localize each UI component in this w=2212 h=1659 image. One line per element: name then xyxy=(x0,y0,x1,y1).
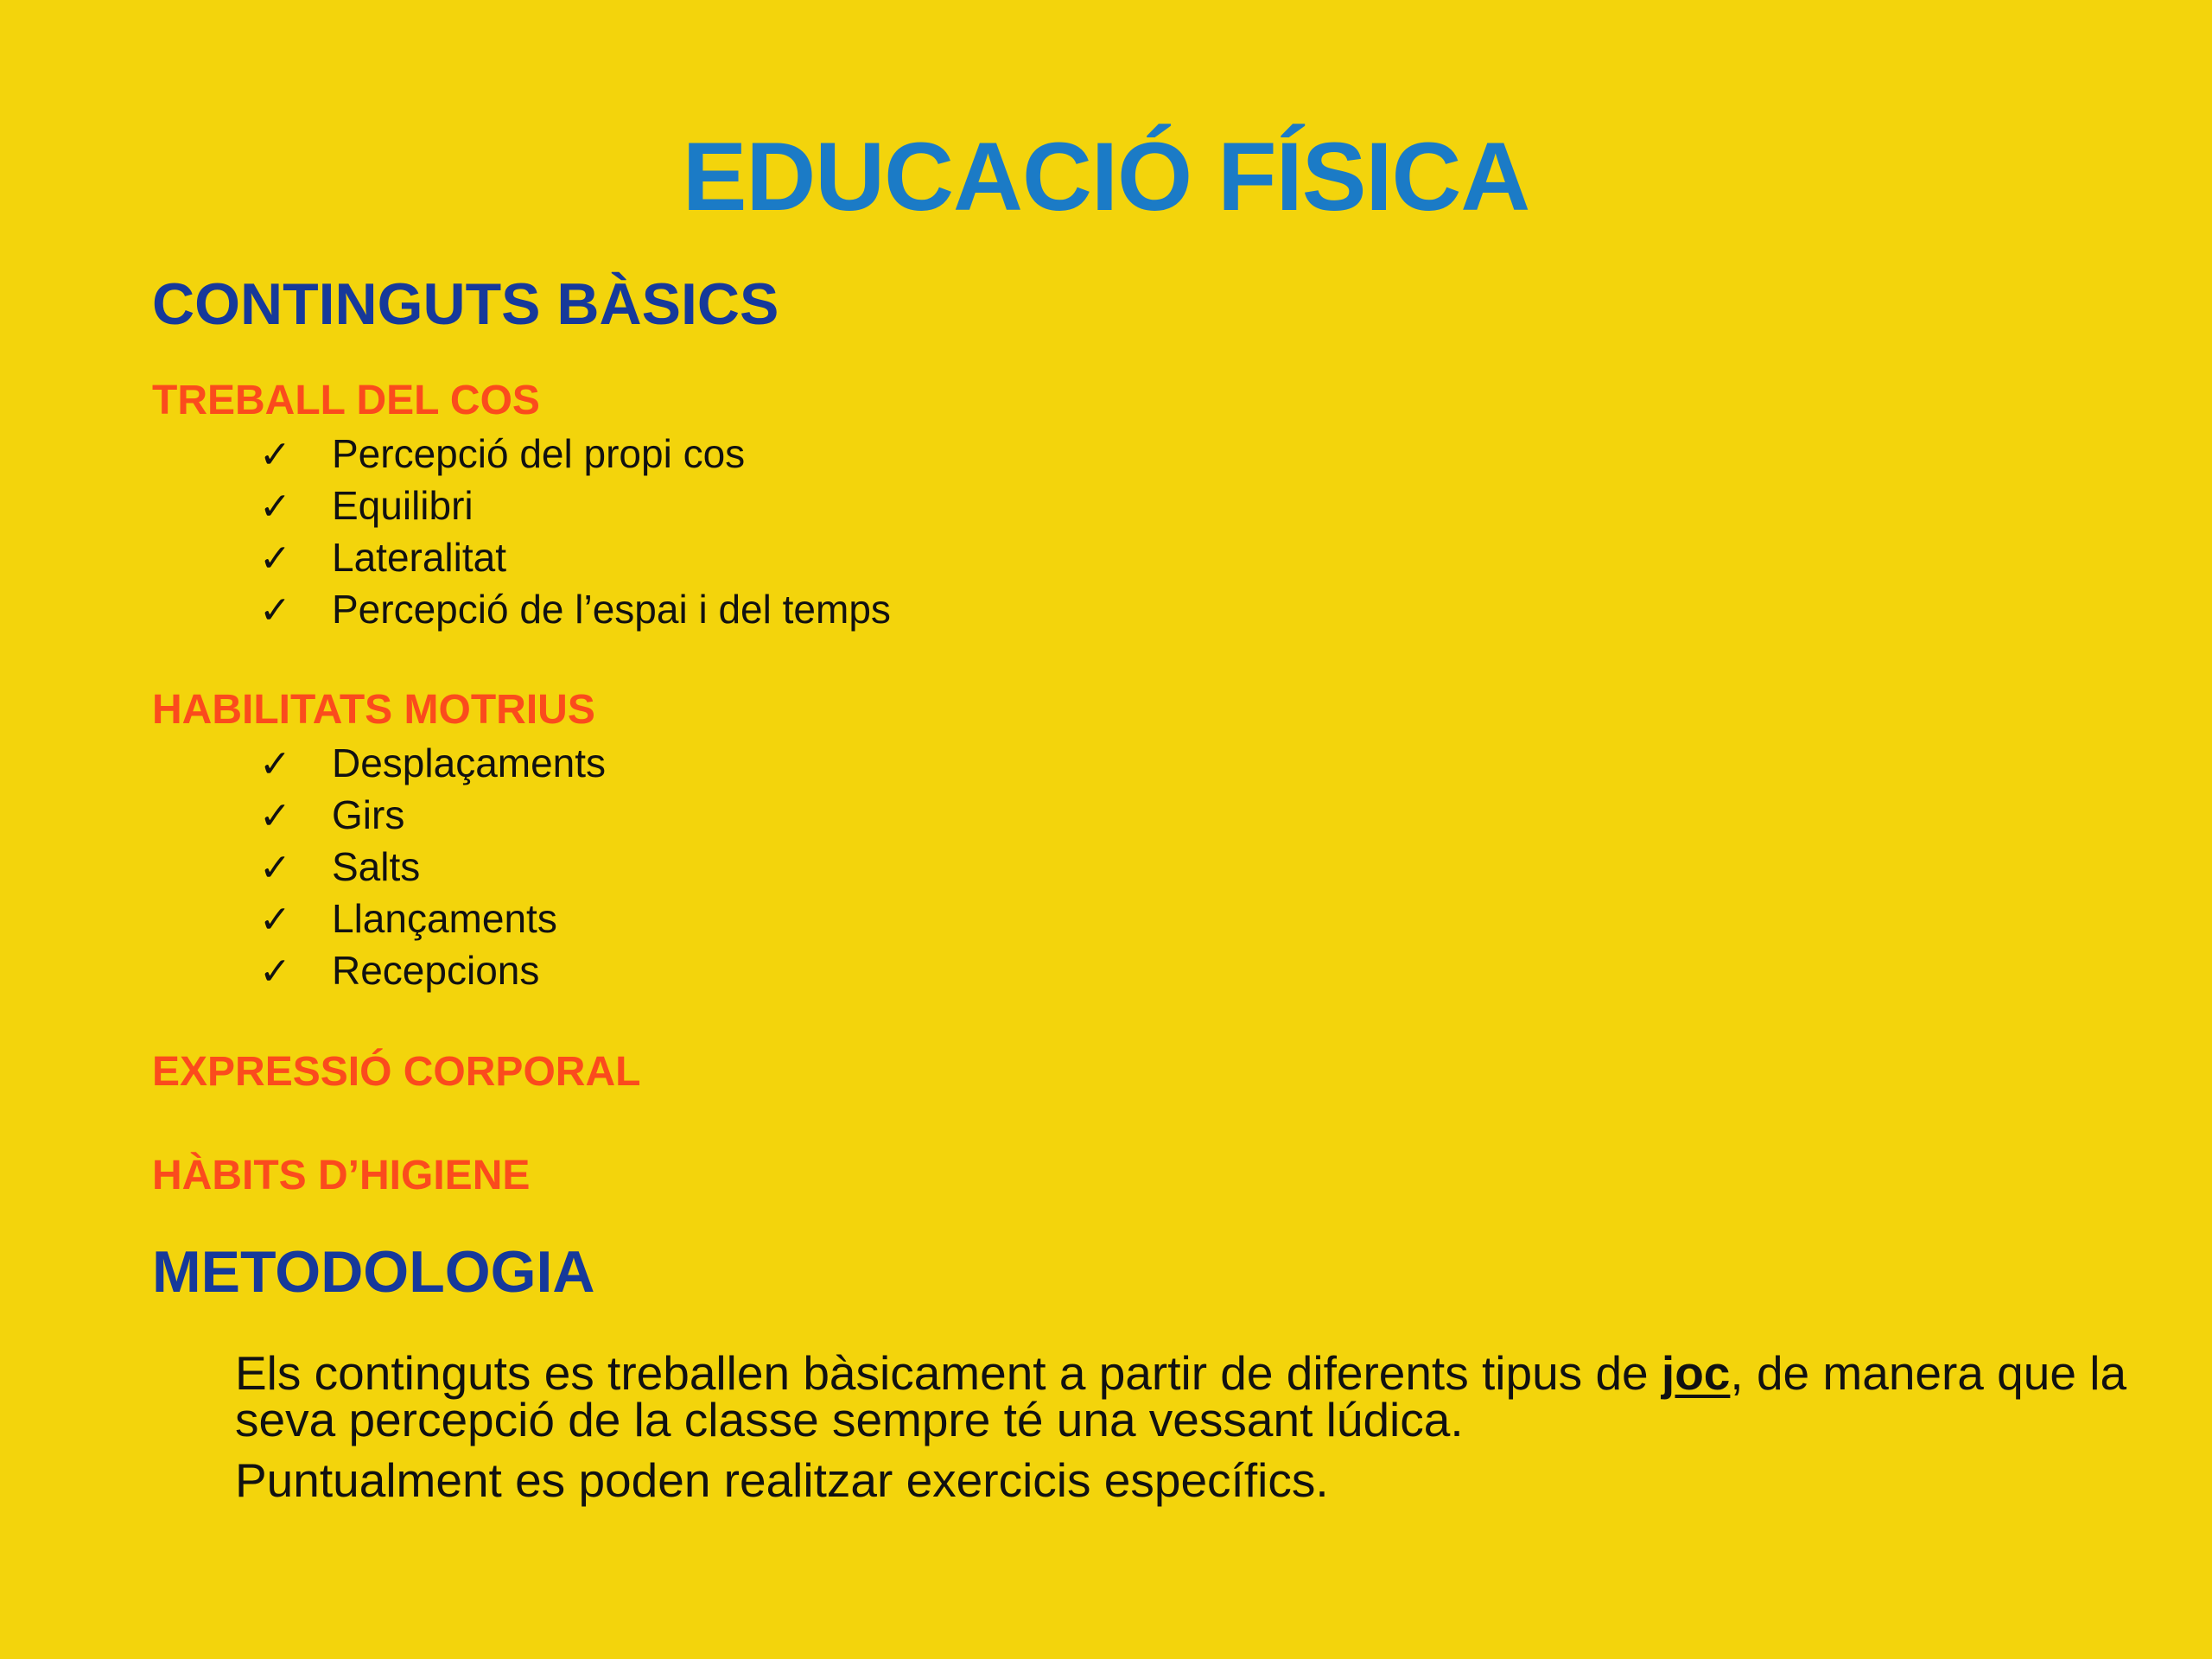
list-item xyxy=(259,841,606,893)
paragraph-text: , de manera que la seva percepció de la classe sempre té una vessant lúdica. xyxy=(235,1346,2127,1446)
list-item xyxy=(259,531,891,583)
section-heading-habits-higiene: HÀBITS D’HIGIENE xyxy=(152,1153,531,1198)
list-item-label: Percepció del propi cos xyxy=(332,431,746,476)
checklist-treball-del-cos xyxy=(259,428,891,635)
paragraph-text: Els continguts es treballen bàsicament a partir de diferents tipus de xyxy=(235,1346,1662,1400)
list-item xyxy=(259,789,606,841)
slide-title: EDUCACIÓ FÍSICA xyxy=(682,123,1530,231)
checkmark-icon: ✓ xyxy=(259,434,291,476)
section-heading-habilitats-motrius: HABILITATS MOTRIUS xyxy=(152,687,595,733)
list-item xyxy=(259,428,891,480)
metodologia-heading: METODOLOGIA xyxy=(152,1239,595,1305)
section-heading-treball-del-cos: TREBALL DEL COS xyxy=(152,378,540,423)
list-item xyxy=(259,893,606,944)
checkmark-icon: ✓ xyxy=(259,486,291,528)
list-item-label: Lateralitat xyxy=(332,535,507,580)
metodologia-paragraph-1 xyxy=(235,1346,2136,1446)
list-item-label: Recepcions xyxy=(332,948,540,993)
checkmark-icon: ✓ xyxy=(259,795,291,837)
list-item-label: Llançaments xyxy=(332,896,557,941)
metodologia-paragraph-2: Puntualment es poden realitzar exercicis específics. xyxy=(235,1453,1329,1507)
metodologia-body xyxy=(235,1346,2136,1507)
list-item-label: Girs xyxy=(332,792,405,837)
continguts-heading: CONTINGUTS BÀSICS xyxy=(152,271,779,337)
list-item-label: Desplaçaments xyxy=(332,741,607,785)
checkmark-icon: ✓ xyxy=(259,589,291,632)
list-item xyxy=(259,583,891,635)
list-item-label: Percepció de l’espai i del temps xyxy=(332,587,891,632)
list-item xyxy=(259,480,891,531)
section-heading-expressio-corporal: EXPRESSIÓ CORPORAL xyxy=(152,1049,641,1095)
list-item-label: Equilibri xyxy=(332,483,474,528)
checklist-habilitats-motrius xyxy=(259,737,606,996)
checkmark-icon: ✓ xyxy=(259,743,291,785)
list-item xyxy=(259,737,606,789)
list-item-label: Salts xyxy=(332,844,421,889)
checkmark-icon: ✓ xyxy=(259,899,291,941)
checkmark-icon: ✓ xyxy=(259,847,291,889)
list-item xyxy=(259,944,606,996)
checkmark-icon: ✓ xyxy=(259,537,291,580)
checkmark-icon: ✓ xyxy=(259,950,291,993)
keyword-joc: joc xyxy=(1661,1346,1731,1400)
